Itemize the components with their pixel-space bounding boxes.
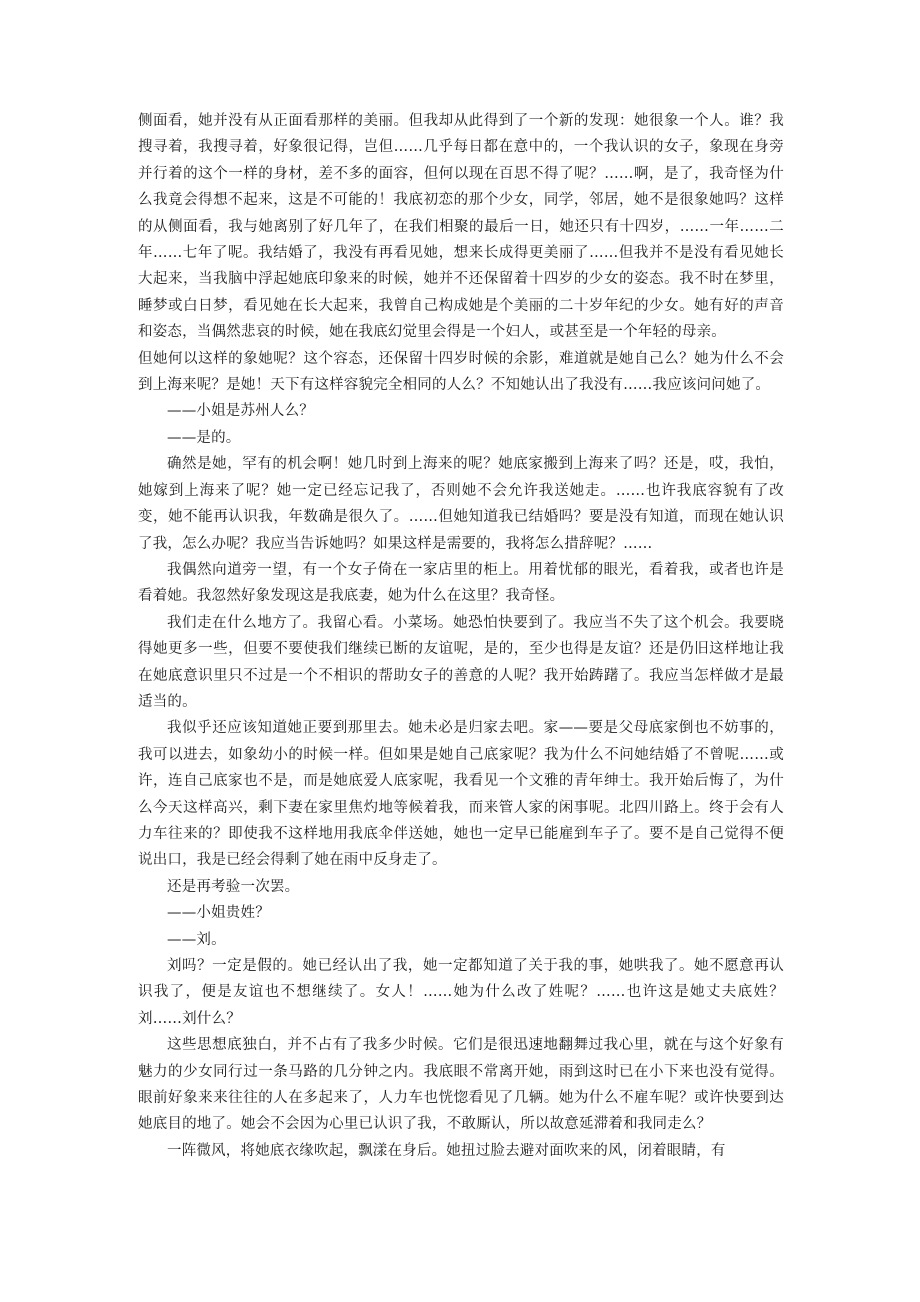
paragraph-4: 我偶然向道旁一望，有一个女子倚在一家店里的柜上。用着忧郁的眼光，看着我，或者也许是看着她。我忽然好象发现这是我底妻，她为什么在这里？我奇怪。 [138,561,784,605]
paragraph-10: 一阵微风，将她底衣缘吹起，飘漾在身后。她扭过脸去避对面吹来的风，闭着眼睛，有 [167,1142,726,1159]
paragraph-2: 但她何以这样的象她呢？这个容态，还保留十四岁时候的余影，难道就是她自己么？她为什么不会到上海来呢？是她！天下有这样容貌完全相同的人么？不知她认出了我没有……我应该问问她了。 [138,350,784,394]
paragraph-6: 我似乎还应该知道她正要到那里去。她未必是归家去吧。家——要是父母底家倒也不妨事的，我可以进去，如象幼小的时候一样。但如果是她自己底家呢？我为什么不问她结婚了不曾呢……或许，连自己底家也不是，而是她底爱人底家呢，我看见一个文雅的青年绅士。我开始后悔了，为什么今天这样高兴，剩下妻在家里焦灼地等候着我，而来管人家的闲事呢。北四川路上。终于会有人力车往来的？即使我不这样地用我底伞伴送她，她也一定早已能雇到车子了。要不是自己觉得不便说出口，我是已经会得剩了她在雨中反身走了。 [138,720,784,869]
dialogue-line-4: ——刘。 [167,931,226,948]
dialogue-line-3: ——小姐贵姓？ [167,905,270,922]
dialogue-line-1: ——小姐是苏州人么？ [167,403,314,420]
paragraph-5: 我们走在什么地方了。我留心看。小菜场。她恐怕快要到了。我应当不失了这个机会。我要晓得她更多一些，但要不要使我们继续已断的友谊呢，是的，至少也得是友谊？还是仍旧这样地让我在她底意识里只不过是一个不相识的帮助女子的善意的人呢？我开始踌躇了。我应当怎样做才是最适当的。 [138,614,784,710]
paragraph-8: 刘吗？一定是假的。她已经认出了我，她一定都知道了关于我的事，她哄我了。她不愿意再认识我了，便是友谊也不想继续了。女人！……她为什么改了姓呢？……也许这是她丈夫底姓？刘……刘什么？ [138,958,784,1027]
paragraph-9: 这些思想底独白，并不占有了我多少时候。它们是很迅速地翻舞过我心里，就在与这个好象有魅力的少女同行过一条马路的几分钟之内。我底眼不常离开她，雨到这时已在小下来也没有觉得。眼前好象来来往往的人在多起来了，人力车也恍惚看见了几辆。她为什么不雇车呢？或许快要到达她底目的地了。她会不会因为心里已认识了我，不敢厮认，所以故意延滞着和我同走么？ [138,1037,784,1133]
dialogue-line-2: ——是的。 [167,429,241,446]
paragraph-3: 确然是她，罕有的机会啊！她几时到上海来的呢？她底家搬到上海来了吗？还是，哎，我怕，她嫁到上海来了呢？她一定已经忘记我了，否则她不会允许我送她走。……也许我底容貌有了改变，她不能再认识我，年数确是很久了。……但她知道我已结婚吗？要是没有知道，而现在她认识了我，怎么办呢？我应当告诉她吗？如果这样是需要的，我将怎么措辞呢？…… [138,456,784,552]
paragraph-7: 还是再考验一次罢。 [167,878,300,895]
document-page [138,108,784,1164]
paragraph-1: 侧面看，她并没有从正面看那样的美丽。但我却从此得到了一个新的发现：她很象一个人。谁？我搜寻着，我搜寻着，好象很记得，岂但……几乎每日都在意中的，一个我认识的女子，象现在身旁并行着的这个一样的身材，差不多的面容，但何以现在百思不得了呢？……啊，是了，我奇怪为什么我竟会得想不起来，这是不可能的！我底初恋的那个少女，同学，邻居，她不是很象她吗？这样的从侧面看，我与她离别了好几年了，在我们相聚的最后一日，她还只有十四岁，……一年……二年……七年了呢。我结婚了，我没有再看见她，想来长成得更美丽了……但我并不是没有看见她长大起来，当我脑中浮起她底印象来的时候，她并不还保留着十四岁的少女的姿态。我不时在梦里，睡梦或白日梦，看见她在长大起来，我曾自己构成她是个美丽的二十岁年纪的少女。她有好的声音和姿态，当偶然悲哀的时候，她在我底幻觉里会得是一个妇人，或甚至是一个年轻的母亲。 [138,113,784,341]
